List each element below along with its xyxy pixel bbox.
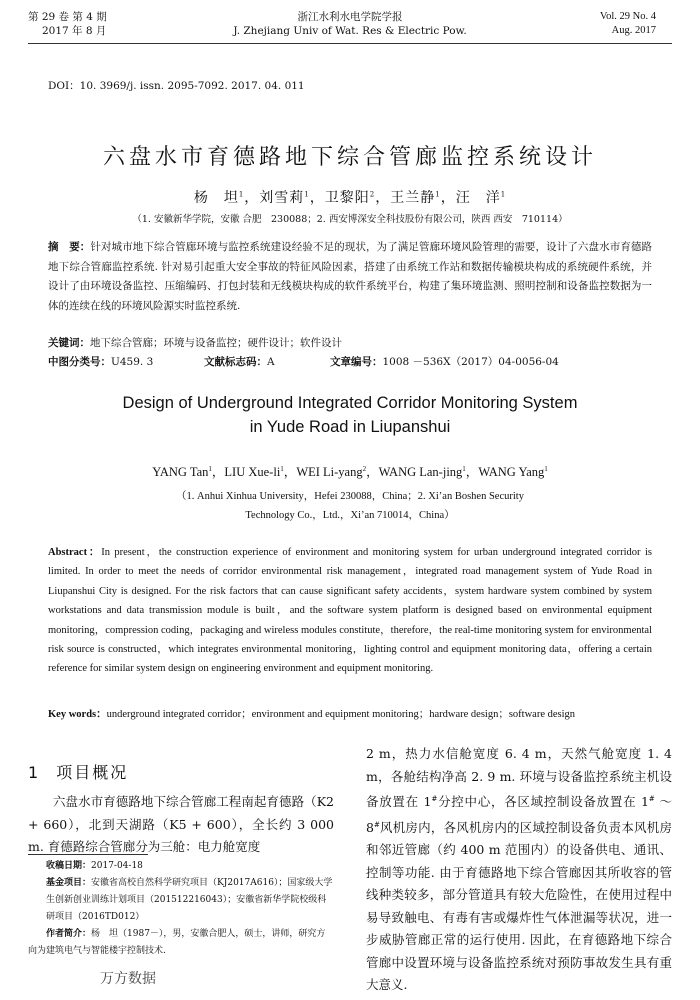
clc-value: U459. 3 <box>111 356 154 368</box>
doc-code-label: 文献标志码： <box>204 356 267 368</box>
title-cn: 六盘水市育德路地下综合管廊监控系统设计 <box>102 145 597 170</box>
article-no-label: 文章编号： <box>330 356 383 368</box>
keywords-en <box>48 706 652 721</box>
body-left-paragraph: 六盘水市育德路地下综合管廊工程南起育德路（K2 + 660），北到天湖路（K5 + 600），全长约 3 000 m. 育德路综合管廊分为三舱：电力舱宽度 <box>28 794 334 854</box>
authors-cn: 杨 坦$^1$，刘雪莉$^1$，卫黎阳$^2$，王兰静$^1$，汪 洋$^1$ <box>193 190 507 206</box>
section-title: 项目概况 <box>56 763 129 782</box>
article-no-value: 1008 －536X（2017）04-0056-04 <box>382 356 559 368</box>
affiliation-en <box>0 487 700 525</box>
abstract-cn-text: 针对城市地下综合管廊环境与监控系统建设经验不足的现状，为了满足管廊环境风险管理的需要，设计了六盘水市育德路地下综合管廊监控系统. 针对易引起重大安全事故的特征风险因素，搭建了由系统工作站和数据传输模块构成的系统硬件系统，并设计了由环境设备监控、压缩编码、打包封装和无线模块构成的软件系统平台，构建了集环境监测、照明控制和设备监控数据为一体的连续在线的环境风险源实时监控系统. <box>48 241 653 312</box>
authors-en: YANG Tan$^1$，LIU Xue-$li^1$，WEI Li-yang$^2$，WANG Lan-jing$^1$，WANG Yang$^1$ <box>152 464 548 479</box>
title-en-line1: Design of Underground Integrated Corridor Monitoring System <box>122 394 578 412</box>
author-cn: 王兰静$^1$ <box>390 190 441 206</box>
affiliation-cn: （1. 安徽新华学院，安徽 合肥 230088；2. 西安博深安全科技股份有限公司，陕西 西安 710114） <box>132 214 568 225</box>
affiliation-en-line1: （1. Anhui Xinhua University，Hefei 230088，China；2. Xi’an Boshen Security <box>176 491 524 502</box>
footnotes <box>28 858 334 960</box>
section-heading <box>28 760 128 783</box>
header-vol-no: Vol. 29 No. 4 <box>599 11 656 22</box>
keywords-en-text: underground integrated corridor；environment and equipment monitoring；hardware design；software design <box>106 709 576 720</box>
author-en: LIU Xue-$li^1$ <box>224 464 284 479</box>
abstract-en-text: In present，the construction experience of environment and monitoring system for urban underground integrated corridor is limited. In order to meet the needs of corridor environmental risk management，integrated road management system of Yude Road in Liupanshui City is designed. For the risk factors that can cause significant safety accidents，system hardware system combined by system workstations and data transmission module is built，and the software system platform is designed based on environmental equipment monitoring，compression coding，packaging and wireless modules constitute，therefore，the real-time monitoring system for environmental risk source is constructed，which integrates environmental monitoring，lighting control and equipment monitoring data，offering a certain reference for similar system design on engineering environment and equipment monitoring. <box>48 547 652 675</box>
header-date-cn: 2017 年 8 月 <box>42 25 107 37</box>
title-en <box>0 391 700 439</box>
header-volume-cn: 第 29 卷 第 4 期 <box>28 11 107 23</box>
classification-row <box>48 353 652 372</box>
author-en: WANG Yang$^1$ <box>478 464 548 479</box>
author-en: YANG Tan$^1$ <box>152 464 212 479</box>
abstract-en <box>48 543 652 679</box>
author-cn: 杨 坦$^1$ <box>193 190 245 206</box>
footnote-fund: 基金项目：安徽省高校自然科学研究项目（KJ2017A616）；国家级大学生创新创业训练计划项目（201512216043）；安徽省新华学院校级科研项目（2016TD012） <box>46 878 333 922</box>
header-journal <box>0 10 700 38</box>
header-journal-en: J. Zhejiang Univ of Wat. Res & Electric Pow. <box>233 25 467 37</box>
abstract-cn <box>48 238 652 316</box>
keywords-cn-label: 关键词： <box>48 337 90 349</box>
author-en: WEI Li-yang$^2$ <box>296 464 367 479</box>
footnote-author: 作者简介：杨 坦（1987－），男，安徽合肥人，硕士，讲师，研究方向为建筑电气与智能楼宇控制技术. <box>28 929 326 956</box>
title-en-line2: in Yude Road in Liupanshui <box>249 418 451 436</box>
section-number: 1 <box>28 763 39 782</box>
author-cn: 刘雪莉$^1$ <box>259 190 310 206</box>
affiliation-en-line2: Technology Co.，Ltd.，Xi’an 710014，China） <box>245 510 455 521</box>
header-rule <box>28 43 672 44</box>
header-date-en: Aug. 2017 <box>611 25 656 36</box>
abstract-en-label: Abstract： <box>48 547 102 558</box>
footnote-received: 收稿日期：2017-04-18 <box>46 861 143 871</box>
footnote-rule <box>28 854 148 855</box>
author-cn: 卫黎阳$^2$ <box>324 190 376 206</box>
keywords-cn-text: 地下综合管廊；环境与设备监控；硬件设计；软件设计 <box>90 337 342 349</box>
doc-code-value: A <box>267 356 275 368</box>
header-volume-en <box>600 10 656 38</box>
clc-label: 中图分类号： <box>48 356 111 368</box>
keywords-cn <box>48 334 652 353</box>
author-cn: 汪 洋$^1$ <box>455 190 507 206</box>
author-en: WANG Lan-jing$^1$ <box>378 464 466 479</box>
watermark: 万方数据 <box>100 971 156 987</box>
doi: DOI：10. 3969/j. issn. 2095-7092. 2017. 04. 011 <box>48 80 305 92</box>
abstract-cn-label: 摘 要： <box>48 241 91 253</box>
keywords-en-label: Key words： <box>48 709 107 720</box>
body-right-paragraph: 2 m，热力水信舱宽度 6. 4 m，天然气舱宽度 1. 4 m，各舱结构净高 2. 9 m. 环境与设备监控系统主机设备放置在 1#分控中心，各区域控制设备放置在 1# ～ 8#风机房内，各风机房内的区域控制设备负责本风机房和邻近管廊（约 400 m 范围内）的设备供电、通讯、控制等功能. 由于育德路地下综合管廊因其所收容的管线种类较多，部分管道具有较大危险性，在使用过程中易导致触电、有毒有害或爆炸性气体泄漏等状况，进一步威胁管廊正常的运行使用. 因此，在育德路地下综合管廊中设置环境与设备监控系统对预防事故发生具有重大意义. <box>366 746 672 993</box>
header-journal-cn: 浙江水利水电学院学报 <box>297 11 403 23</box>
